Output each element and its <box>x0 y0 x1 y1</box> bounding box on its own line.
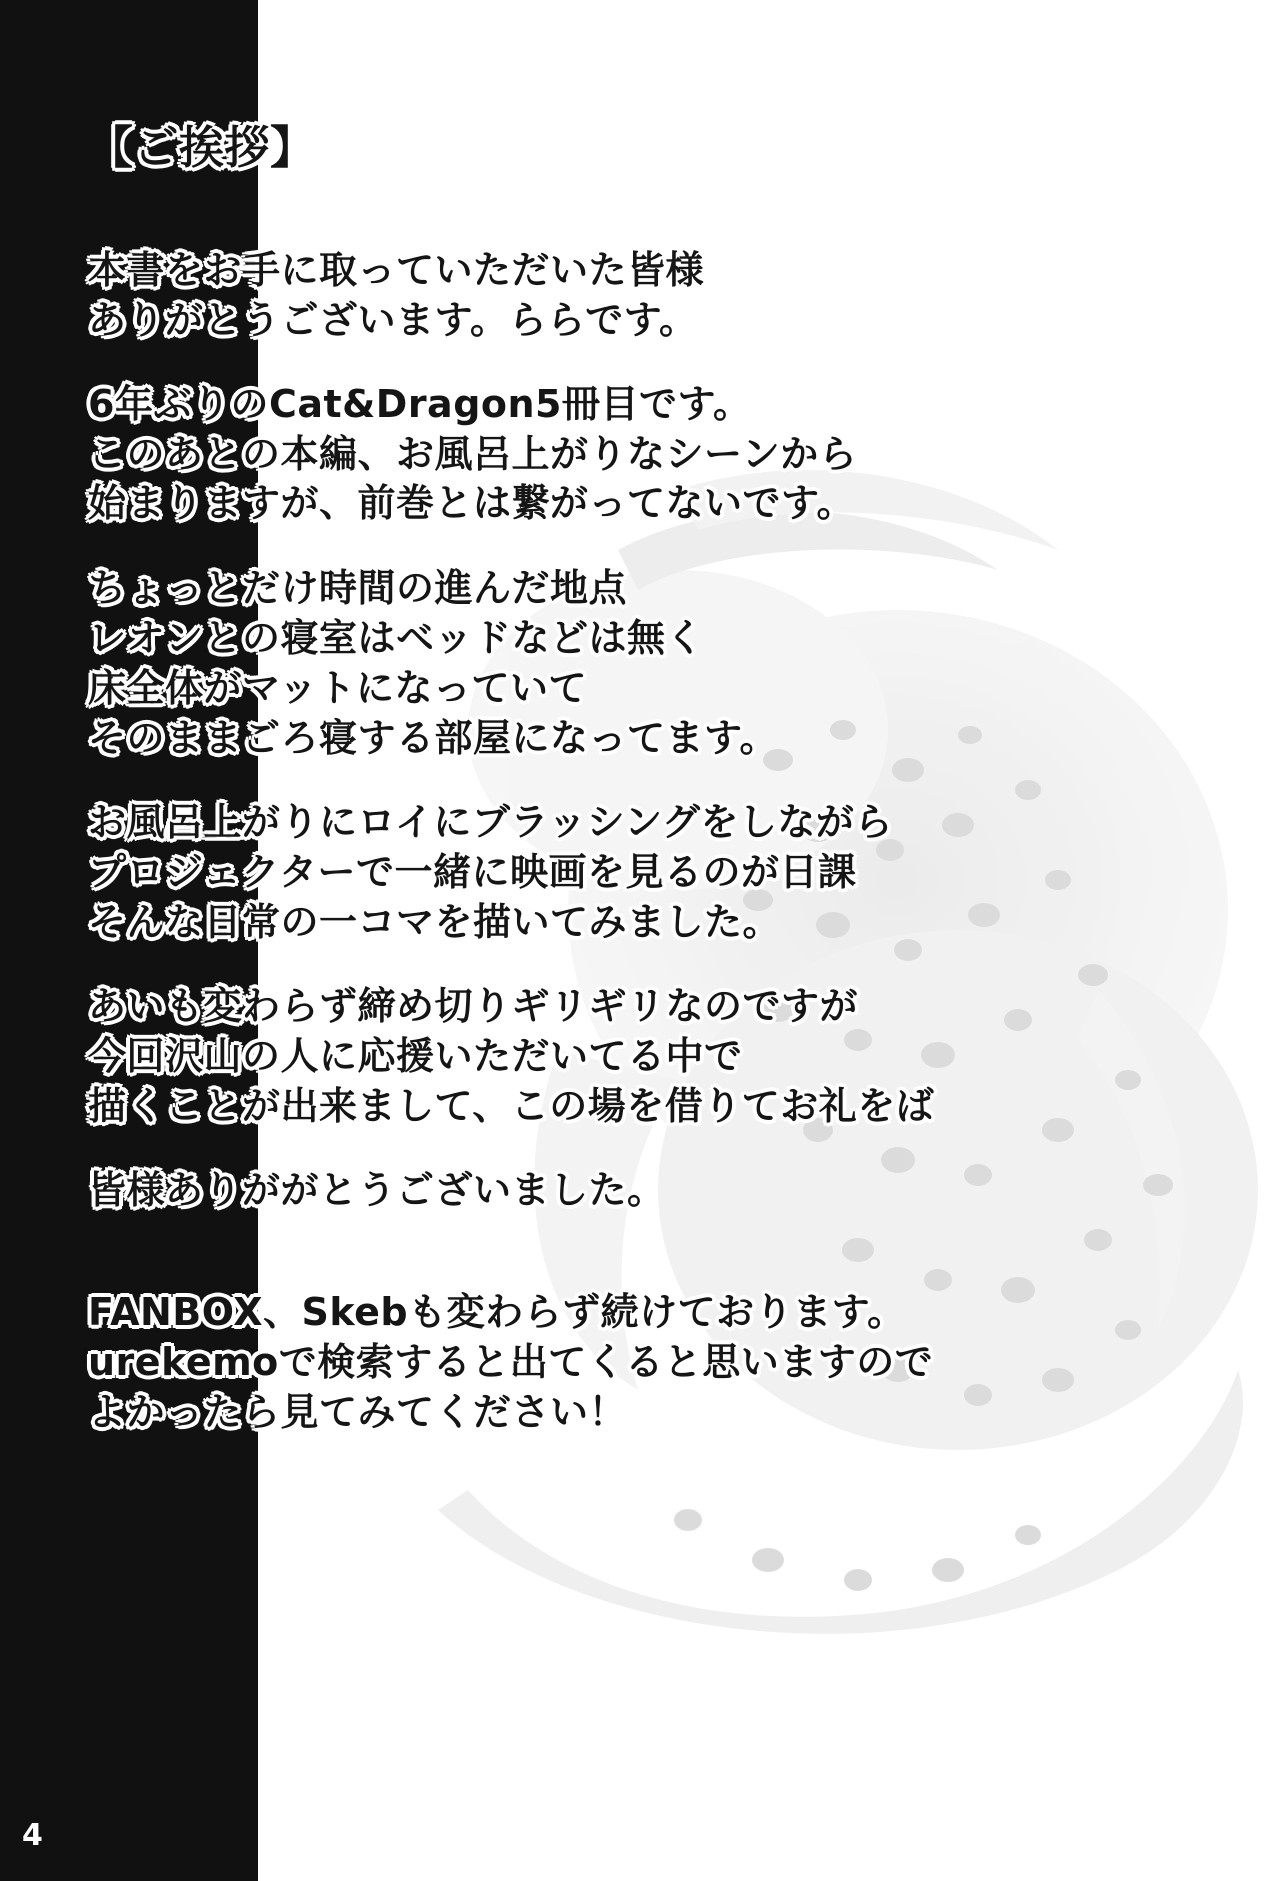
thanks-line: あいも変わらず締め切りギリギリなのですが <box>88 984 859 1028</box>
links-line: よかったら見てみてください！ <box>88 1390 628 1434</box>
thanks-closing-line: 皆様ありががとうございました。 <box>88 1168 666 1212</box>
setting-line: レオンとの寝室はベッドなどは無く <box>88 616 705 660</box>
thanks-line: 今回沢山の人に応援いただいてる中で <box>88 1034 743 1078</box>
book-info-line: 6年ぶりのCat&Dragon5冊目です。 <box>88 382 752 426</box>
setting-line: 床全体がマットになっていて <box>88 666 587 710</box>
greeting-line: 本書をお手に取っていただいた皆様 <box>88 248 705 292</box>
section-heading: 【ご挨拶】 <box>88 121 316 174</box>
page-number: 4 <box>22 1818 43 1853</box>
greeting-line: ありがとうございます。ららです。 <box>88 298 698 342</box>
setting-line: ちょっとだけ時間の進んだ地点 <box>88 566 628 610</box>
thanks-line: 描くことが出来まして、この場を借りてお礼をば <box>88 1084 935 1128</box>
book-info-line: このあとの本編、お風呂上がりなシーンから <box>88 432 858 476</box>
daily-life-line: そんな日常の一コマを描いてみました。 <box>88 900 782 944</box>
links-line: urekemoで検索すると出てくると思いますので <box>88 1340 934 1384</box>
book-info-line: 始まりますが、前巻とは繋がってないです。 <box>88 481 855 525</box>
links-line: FANBOX、Skebも変わらず続けております。 <box>88 1290 906 1334</box>
daily-life-line: お風呂上がりにロイにブラッシングをしながら <box>88 800 893 844</box>
daily-life-line: プロジェクターで一緒に映画を見るのが日課 <box>88 850 857 894</box>
setting-line: そのままごろ寝する部屋になってます。 <box>88 716 778 760</box>
